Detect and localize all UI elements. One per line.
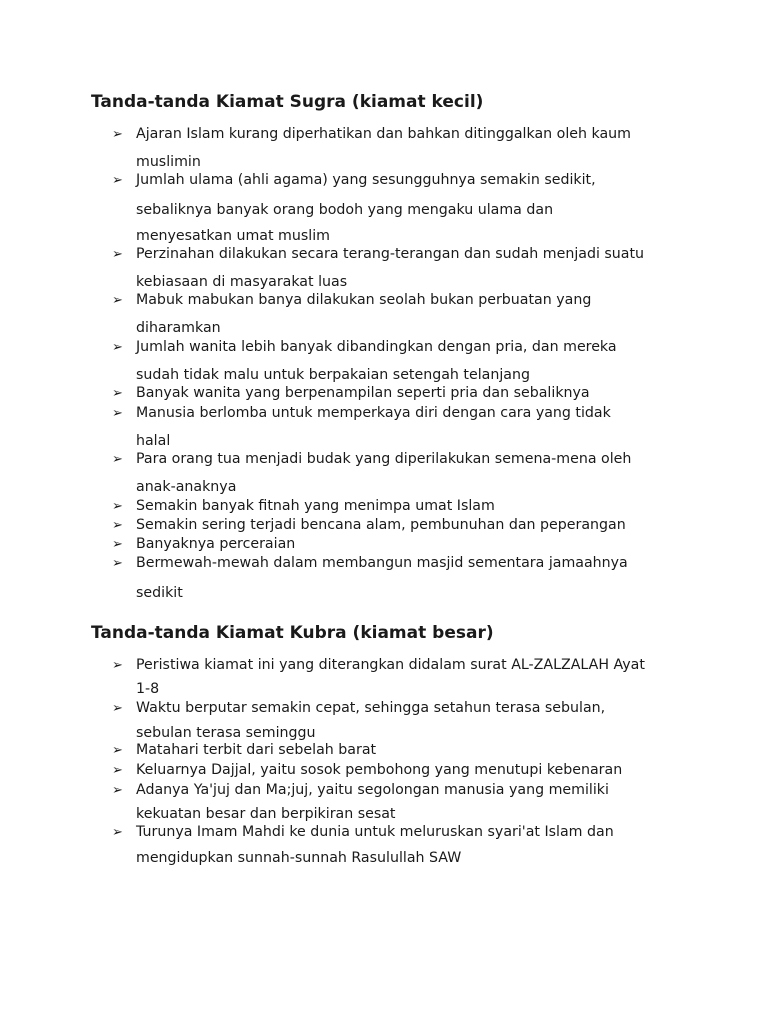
kubra-item-line: Peristiwa kiamat ini yang diterangkan didalam surat AL-ZALZALAH Ayat [136,657,645,673]
arrow-bullet-icon: ➢ [112,406,123,421]
sugra-item-line: menyesatkan umat muslim [136,228,330,244]
sugra-item-line: Banyaknya perceraian [136,536,296,552]
sugra-item-line: muslimin [136,154,201,170]
arrow-bullet-icon: ➢ [112,556,123,571]
arrow-bullet-icon: ➢ [112,499,123,514]
sugra-item-line: halal [136,433,171,449]
sugra-item-line: diharamkan [136,320,221,336]
sugra-item-line: sedikit [136,585,183,601]
arrow-bullet-icon: ➢ [112,743,123,758]
arrow-bullet-icon: ➢ [112,340,123,355]
kubra-item-line: Adanya Ya'juj dan Ma;juj, yaitu segolongan manusia yang memiliki [136,782,609,798]
sugra-item-line: Jumlah ulama (ahli agama) yang sesungguhnya semakin sedikit, [136,172,596,188]
kubra-item-line: Turunya Imam Mahdi ke dunia untuk meluruskan syari'at Islam dan [136,824,614,840]
sugra-item-line: sudah tidak malu untuk berpakaian setengah telanjang [136,367,530,383]
kubra-item-line: Waktu berputar semakin cepat, sehingga setahun terasa sebulan, [136,700,606,716]
arrow-bullet-icon: ➢ [112,127,123,142]
section-heading-kiamat-sugra: Tanda-tanda Kiamat Sugra (kiamat kecil) [91,92,484,112]
sugra-item-line: kebiasaan di masyarakat luas [136,274,348,290]
arrow-bullet-icon: ➢ [112,537,123,552]
sugra-item-line: sebaliknya banyak orang bodoh yang mengaku ulama dan [136,202,554,218]
arrow-bullet-icon: ➢ [112,247,123,262]
kubra-item-line: 1-8 [136,681,160,697]
sugra-item-line: Banyak wanita yang berpenampilan seperti pria dan sebaliknya [136,385,590,401]
arrow-bullet-icon: ➢ [112,518,123,533]
kubra-item-line: Matahari terbit dari sebelah barat [136,742,377,758]
sugra-item-line: anak-anaknya [136,479,237,495]
arrow-bullet-icon: ➢ [112,452,123,467]
kubra-item-line: mengidupkan sunnah-sunnah Rasulullah SAW [136,850,462,866]
sugra-item-line: Semakin banyak fitnah yang menimpa umat Islam [136,498,495,514]
sugra-item-line: Ajaran Islam kurang diperhatikan dan bahkan ditinggalkan oleh kaum [136,126,631,142]
kubra-item-line: kekuatan besar dan berpikiran sesat [136,806,396,822]
kubra-item-line: Keluarnya Dajjal, yaitu sosok pembohong yang menutupi kebenaran [136,762,623,778]
section-heading-kiamat-kubra: Tanda-tanda Kiamat Kubra (kiamat besar) [91,623,494,643]
sugra-item-line: Bermewah-mewah dalam membangun masjid sementara jamaahnya [136,555,628,571]
kubra-item-line: sebulan terasa seminggu [136,725,316,741]
arrow-bullet-icon: ➢ [112,783,123,798]
sugra-item-line: Jumlah wanita lebih banyak dibandingkan dengan pria, dan mereka [136,339,617,355]
arrow-bullet-icon: ➢ [112,386,123,401]
sugra-item-line: Perzinahan dilakukan secara terang-terangan dan sudah menjadi suatu [136,246,645,262]
arrow-bullet-icon: ➢ [112,658,123,673]
arrow-bullet-icon: ➢ [112,173,123,188]
sugra-item-line: Mabuk mabukan banya dilakukan seolah bukan perbuatan yang [136,292,592,308]
sugra-item-line: Manusia berlomba untuk memperkaya diri dengan cara yang tidak [136,405,611,421]
arrow-bullet-icon: ➢ [112,701,123,716]
arrow-bullet-icon: ➢ [112,763,123,778]
arrow-bullet-icon: ➢ [112,293,123,308]
arrow-bullet-icon: ➢ [112,825,123,840]
sugra-item-line: Para orang tua menjadi budak yang diperilakukan semena-mena oleh [136,451,632,467]
sugra-item-line: Semakin sering terjadi bencana alam, pembunuhan dan peperangan [136,517,626,533]
